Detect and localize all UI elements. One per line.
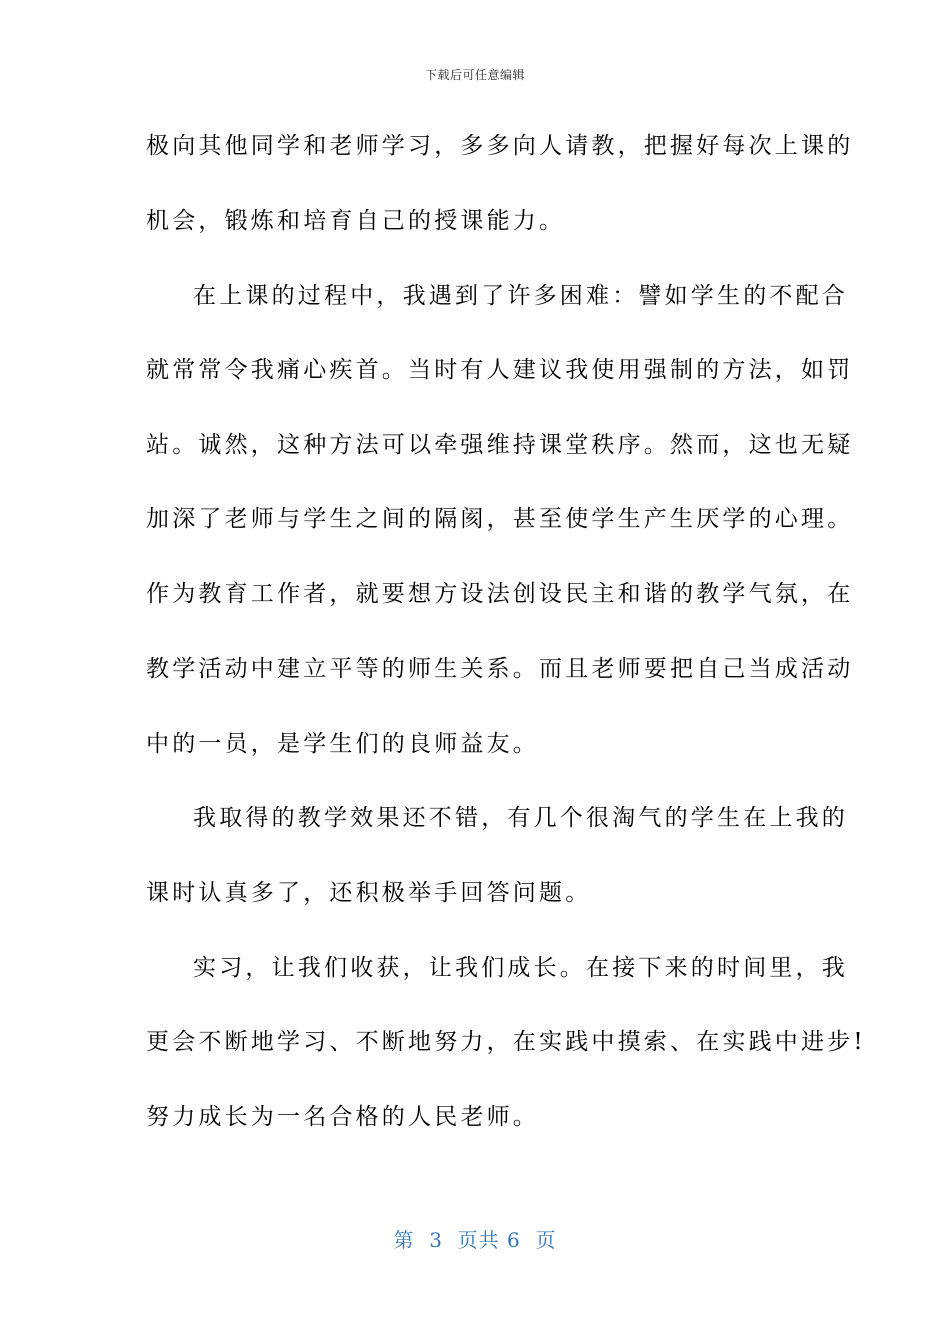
body-line-3: 在上课的过程中，我遇到了许多困难：譬如学生的不配合 bbox=[193, 283, 848, 309]
body-line-1: 极向其他同学和老师学习，多多向人请教，把握好每次上课的 bbox=[146, 133, 854, 159]
body-line-9: 中的一员，是学生们的良师益友。 bbox=[146, 731, 539, 757]
header-note: 下载后可任意编辑 bbox=[424, 68, 525, 82]
body-line-7: 作为教育工作者，就要想方设法创设民主和谐的教学气氛，在 bbox=[146, 581, 854, 607]
page-number-footer: 第 3 页共 6 页 bbox=[393, 1228, 557, 1252]
body-line-10: 我取得的教学效果还不错，有几个很淘气的学生在上我的 bbox=[193, 805, 848, 831]
body-line-14: 努力成长为一名合格的人民老师。 bbox=[146, 1104, 539, 1130]
body-line-2: 机会，锻炼和培育自己的授课能力。 bbox=[146, 208, 566, 234]
body-line-12: 实习，让我们收获，让我们成长。在接下来的时间里，我 bbox=[193, 955, 848, 981]
body-line-4: 就常常令我痛心疾首。当时有人建议我使用强制的方法，如罚 bbox=[146, 357, 854, 383]
body-line-5: 站。诚然，这种方法可以牵强维持课堂秩序。然而，这也无疑 bbox=[146, 432, 854, 458]
body-line-6: 加深了老师与学生之间的隔阂，甚至使学生产生厌学的心理。 bbox=[146, 506, 854, 532]
body-line-11: 课时认真多了，还积极举手回答问题。 bbox=[146, 880, 592, 906]
body-line-8: 教学活动中建立平等的师生关系。而且老师要把自己当成活动 bbox=[146, 656, 854, 682]
body-line-13: 更会不断地学习、不断地努力，在实践中摸索、在实践中进步! bbox=[146, 1029, 866, 1055]
